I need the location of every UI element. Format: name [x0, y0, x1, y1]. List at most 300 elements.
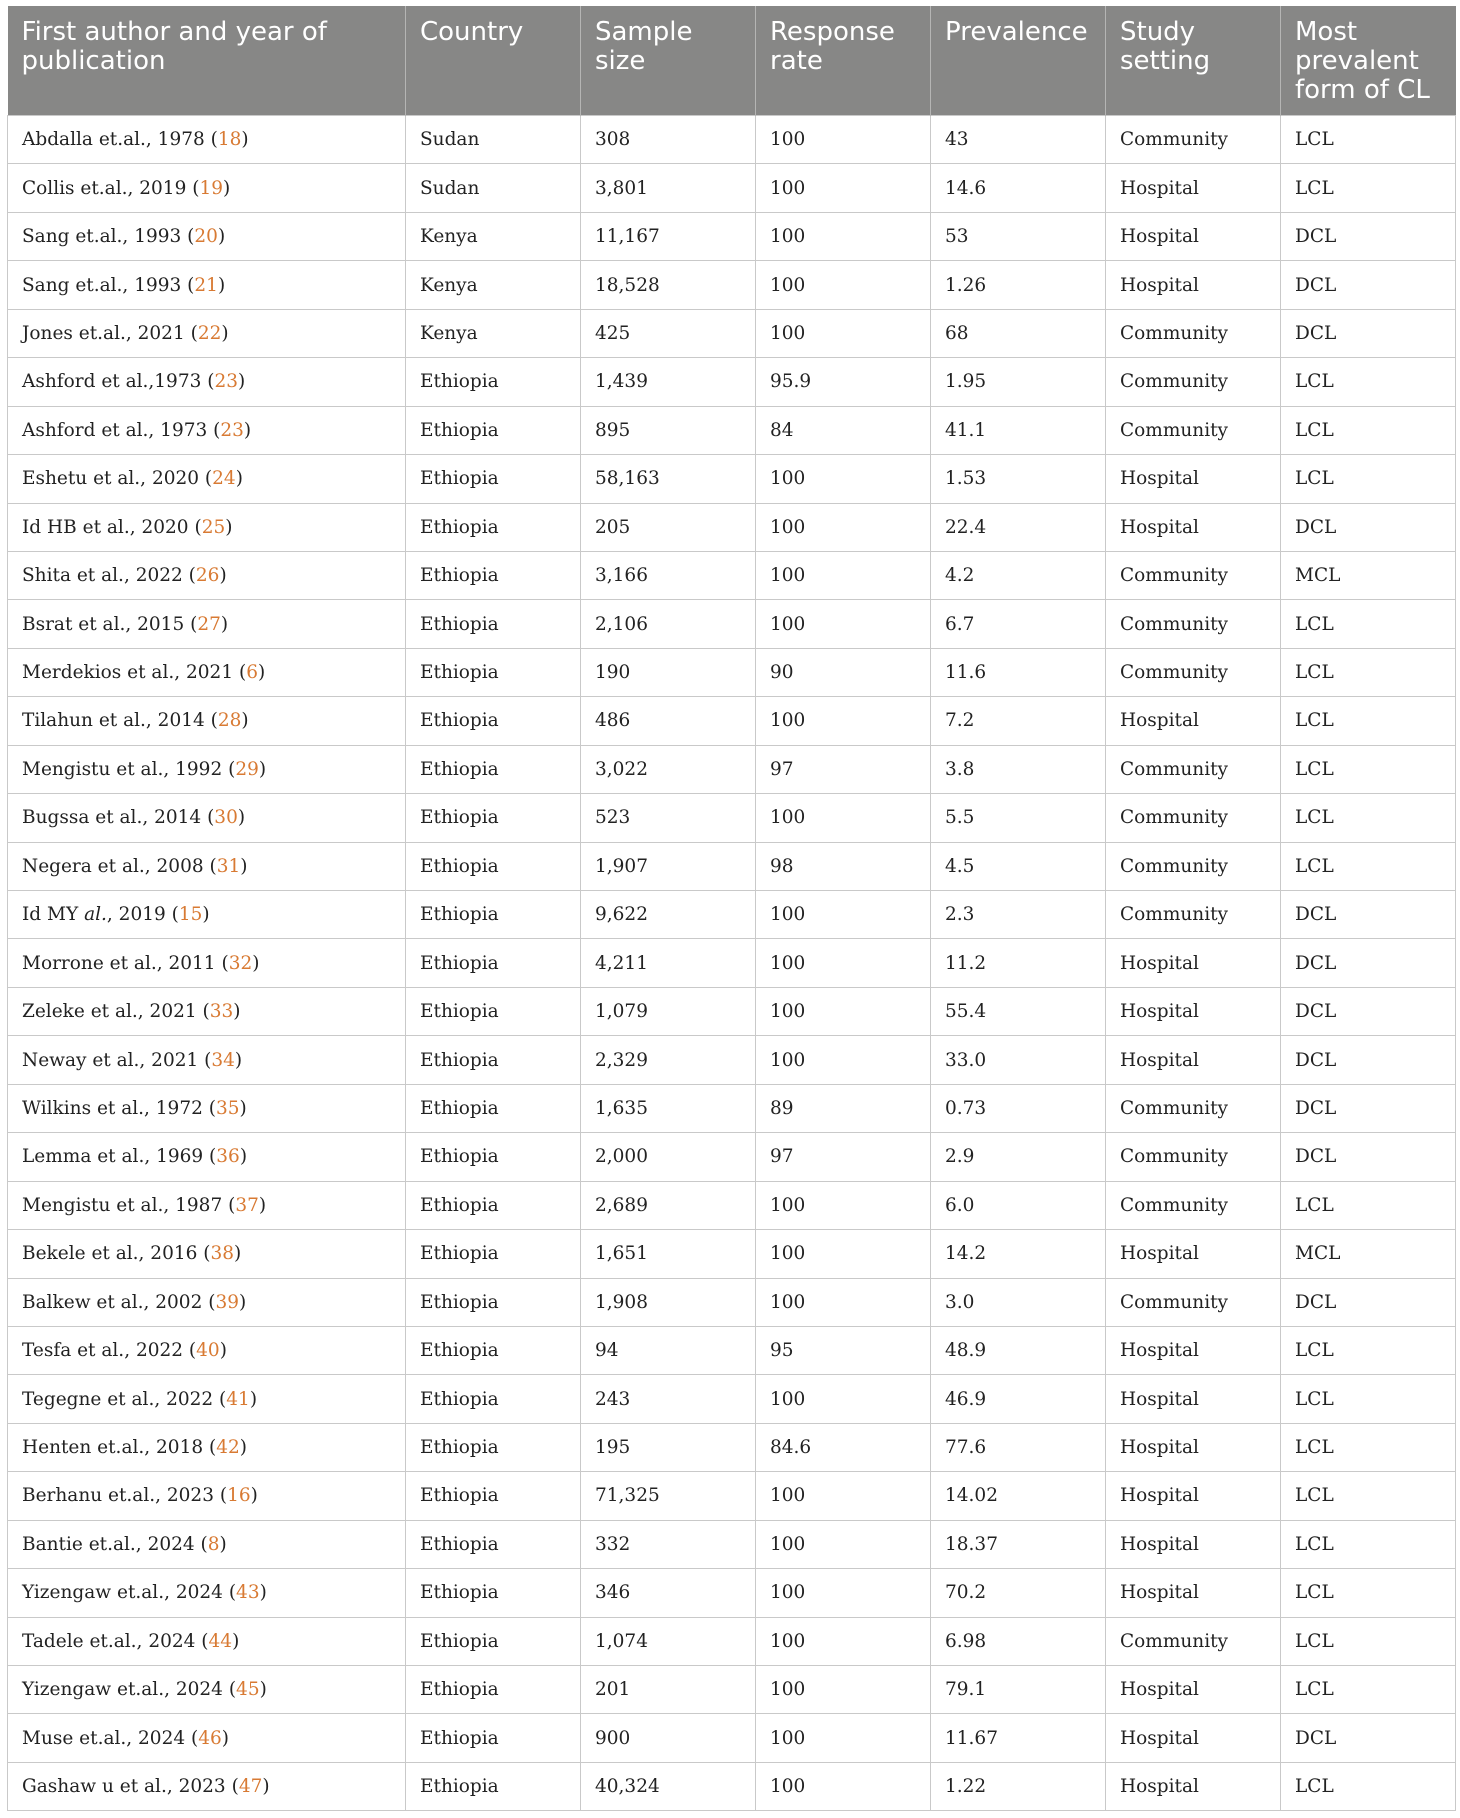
author-name: Bantie et.al., 2024 [22, 1533, 195, 1555]
cell-study-setting: Hospital [1106, 1666, 1281, 1714]
reference-link[interactable]: 23 [220, 419, 244, 441]
cell-response-rate: 100 [756, 503, 931, 551]
table-row [8, 1181, 1456, 1229]
cell-sample-size: 1,907 [581, 842, 756, 890]
cell-study-setting: Community [1106, 1617, 1281, 1665]
cell-sample-size: 3,022 [581, 745, 756, 793]
cell-country: Ethiopia [406, 1714, 581, 1762]
cell-country: Ethiopia [406, 1133, 581, 1181]
cell-study-setting: Hospital [1106, 455, 1281, 503]
cell-response-rate: 100 [756, 164, 931, 212]
cell-study-setting: Hospital [1106, 939, 1281, 987]
cell-response-rate: 84 [756, 406, 931, 454]
reference-link[interactable]: 19 [199, 177, 224, 199]
reference-link[interactable]: 23 [214, 371, 239, 393]
author-name: Tadele et.al., 2024 [22, 1630, 196, 1652]
cell-author: Id MY al., 2019 (15) [8, 891, 406, 939]
author-name: Morrone et al., 2011 [22, 952, 216, 974]
cell-sample-size: 900 [581, 1714, 756, 1762]
cell-author: Ashford et al.,1973 (23) [8, 358, 406, 406]
cell-sample-size: 308 [581, 116, 756, 164]
author-name: Sang et.al., 1993 [22, 226, 182, 248]
cell-study-setting: Hospital [1106, 1472, 1281, 1520]
cell-prevalence: 2.9 [931, 1133, 1106, 1181]
cell-cl-form: LCL [1281, 1326, 1456, 1374]
author-name: Berhanu et.al., 2023 [22, 1485, 214, 1507]
cell-cl-form: DCL [1281, 1036, 1456, 1084]
table-row [8, 1666, 1456, 1714]
cell-study-setting: Hospital [1106, 1375, 1281, 1423]
cell-country: Ethiopia [406, 1375, 581, 1423]
cell-cl-form: DCL [1281, 1714, 1456, 1762]
cell-author: Sang et.al., 1993 (20) [8, 212, 406, 260]
cell-country: Ethiopia [406, 648, 581, 696]
cell-cl-form: DCL [1281, 939, 1456, 987]
cell-author: Shita et al., 2022 (26) [8, 551, 406, 599]
cell-author: Abdalla et.al., 1978 (18) [8, 116, 406, 164]
cell-country: Kenya [406, 309, 581, 357]
table-row [8, 1520, 1456, 1568]
table-row [8, 1617, 1456, 1665]
cell-author: Neway et al., 2021 (34) [8, 1036, 406, 1084]
table-row [8, 891, 1456, 939]
author-name: Jones et.al., 2021 [22, 322, 185, 344]
cell-cl-form: DCL [1281, 891, 1456, 939]
cell-response-rate: 100 [756, 212, 931, 260]
cell-study-setting: Hospital [1106, 1326, 1281, 1374]
cell-sample-size: 40,324 [581, 1762, 756, 1810]
cell-response-rate: 97 [756, 745, 931, 793]
cell-response-rate: 100 [756, 987, 931, 1035]
studies-table [7, 6, 1456, 1811]
author-name: Yizengaw et.al., 2024 [22, 1582, 223, 1604]
cell-country: Kenya [406, 261, 581, 309]
cell-response-rate: 100 [756, 261, 931, 309]
table-row [8, 116, 1456, 164]
cell-author: Tilahun et al., 2014 (28) [8, 697, 406, 745]
cell-country: Ethiopia [406, 1036, 581, 1084]
cell-cl-form: DCL [1281, 1278, 1456, 1326]
reference-link[interactable]: 29 [235, 758, 259, 780]
table-row [8, 794, 1456, 842]
cell-cl-form: LCL [1281, 1666, 1456, 1714]
author-name-prefix: Id MY [22, 904, 85, 926]
cell-cl-form: DCL [1281, 987, 1456, 1035]
cell-cl-form: MCL [1281, 551, 1456, 599]
cell-study-setting: Community [1106, 600, 1281, 648]
cell-response-rate: 100 [756, 794, 931, 842]
cell-cl-form: LCL [1281, 648, 1456, 696]
cell-author: Eshetu et al., 2020 (24) [8, 455, 406, 503]
header-author: First author and year of publication [8, 6, 406, 116]
cell-response-rate: 100 [756, 1230, 931, 1278]
cell-study-setting: Hospital [1106, 987, 1281, 1035]
cell-country: Ethiopia [406, 1326, 581, 1374]
header-row [8, 6, 1456, 116]
header-prevalence: Prevalence [931, 6, 1106, 116]
table-row [8, 1423, 1456, 1471]
table-row [8, 1375, 1456, 1423]
header-response-rate: Response rate [756, 6, 931, 116]
reference-link[interactable]: 25 [201, 516, 226, 538]
cell-response-rate: 100 [756, 891, 931, 939]
cell-prevalence: 1.26 [931, 261, 1106, 309]
cell-sample-size: 486 [581, 697, 756, 745]
cell-author: Merdekios et al., 2021 (6) [8, 648, 406, 696]
cell-prevalence: 41.1 [931, 406, 1106, 454]
table-row [8, 1762, 1456, 1810]
table-row [8, 503, 1456, 551]
cell-sample-size: 1,079 [581, 987, 756, 1035]
cell-cl-form: DCL [1281, 212, 1456, 260]
cell-sample-size: 1,074 [581, 1617, 756, 1665]
cell-cl-form: LCL [1281, 1762, 1456, 1810]
cell-study-setting: Community [1106, 358, 1281, 406]
cell-study-setting: Hospital [1106, 1714, 1281, 1762]
cell-cl-form: LCL [1281, 1569, 1456, 1617]
cell-study-setting: Community [1106, 891, 1281, 939]
cell-study-setting: Community [1106, 745, 1281, 793]
reference-link[interactable]: 6 [246, 662, 258, 684]
reference-link[interactable]: 30 [214, 807, 238, 829]
cell-author: Zeleke et al., 2021 (33) [8, 987, 406, 1035]
reference-link[interactable]: 8 [207, 1533, 220, 1555]
cell-country: Ethiopia [406, 794, 581, 842]
cell-author: Tesfa et al., 2022 (40) [8, 1326, 406, 1374]
cell-sample-size: 205 [581, 503, 756, 551]
author-name: Wilkins et al., 1972 [22, 1097, 203, 1119]
cell-prevalence: 2.3 [931, 891, 1106, 939]
cell-cl-form: LCL [1281, 794, 1456, 842]
cell-author: Bugssa et al., 2014 (30) [8, 794, 406, 842]
cell-response-rate: 100 [756, 1666, 931, 1714]
cell-study-setting: Hospital [1106, 164, 1281, 212]
table-row [8, 600, 1456, 648]
cell-response-rate: 100 [756, 309, 931, 357]
author-name: Collis et.al., 2019 [22, 177, 187, 199]
reference-link[interactable]: 24 [212, 468, 236, 490]
cell-cl-form: LCL [1281, 1375, 1456, 1423]
table-header [8, 6, 1456, 116]
author-name: Merdekios et al., 2021 [22, 662, 234, 684]
cell-study-setting: Hospital [1106, 1569, 1281, 1617]
cell-sample-size: 201 [581, 1666, 756, 1714]
cell-response-rate: 100 [756, 1762, 931, 1810]
reference-link[interactable]: 31 [216, 855, 241, 877]
cell-author: Wilkins et al., 1972 (35) [8, 1084, 406, 1132]
cell-prevalence: 11.6 [931, 648, 1106, 696]
reference-link[interactable]: 27 [197, 613, 221, 635]
cell-study-setting: Community [1106, 1278, 1281, 1326]
cell-author: Berhanu et.al., 2023 (16) [8, 1472, 406, 1520]
cell-cl-form: LCL [1281, 600, 1456, 648]
table-body [8, 116, 1456, 1811]
cell-prevalence: 14.2 [931, 1230, 1106, 1278]
cell-cl-form: LCL [1281, 455, 1456, 503]
cell-study-setting: Hospital [1106, 1423, 1281, 1471]
cell-study-setting: Hospital [1106, 212, 1281, 260]
cell-cl-form: LCL [1281, 1423, 1456, 1471]
reference-link[interactable]: 15 [178, 904, 203, 926]
author-name: Tegegne et al., 2022 [22, 1388, 214, 1410]
cell-sample-size: 1,439 [581, 358, 756, 406]
table-row [8, 1230, 1456, 1278]
cell-study-setting: Community [1106, 1133, 1281, 1181]
reference-link[interactable]: 21 [194, 274, 218, 296]
cell-response-rate: 100 [756, 1036, 931, 1084]
author-name: Abdalla et.al., 1978 [22, 129, 205, 151]
cell-author: Gashaw u et al., 2023 (47) [8, 1762, 406, 1810]
author-name: Ashford et al., 1973 [22, 419, 208, 441]
reference-link[interactable]: 22 [197, 322, 222, 344]
cell-country: Ethiopia [406, 891, 581, 939]
reference-link[interactable]: 26 [195, 565, 220, 587]
reference-link[interactable]: 40 [196, 1340, 220, 1362]
author-name: Muse et.al., 2024 [22, 1727, 186, 1749]
reference-link[interactable]: 43 [236, 1582, 260, 1604]
cell-prevalence: 43 [931, 116, 1106, 164]
table-row [8, 551, 1456, 599]
cell-author: Tadele et.al., 2024 (44) [8, 1617, 406, 1665]
study-table-container [7, 6, 1455, 1811]
cell-author: Mengistu et al., 1992 (29) [8, 745, 406, 793]
reference-link[interactable]: 46 [198, 1727, 222, 1749]
cell-prevalence: 22.4 [931, 503, 1106, 551]
cell-prevalence: 0.73 [931, 1084, 1106, 1132]
cell-country: Ethiopia [406, 455, 581, 503]
cell-study-setting: Community [1106, 116, 1281, 164]
table-row [8, 1569, 1456, 1617]
cell-prevalence: 6.0 [931, 1181, 1106, 1229]
author-name: Ashford et al.,1973 [22, 371, 202, 393]
cell-sample-size: 243 [581, 1375, 756, 1423]
author-name-italic: al. [84, 904, 107, 926]
cell-cl-form: DCL [1281, 1084, 1456, 1132]
cell-sample-size: 1,908 [581, 1278, 756, 1326]
reference-link[interactable]: 44 [208, 1630, 233, 1652]
author-name: Lemma et al., 1969 [22, 1146, 204, 1168]
cell-country: Ethiopia [406, 939, 581, 987]
cell-sample-size: 3,801 [581, 164, 756, 212]
table-row [8, 406, 1456, 454]
header-cl-form: Most prevalent form of CL [1281, 6, 1456, 116]
cell-response-rate: 100 [756, 1181, 931, 1229]
cell-cl-form: DCL [1281, 309, 1456, 357]
cell-sample-size: 1,635 [581, 1084, 756, 1132]
cell-sample-size: 94 [581, 1326, 756, 1374]
cell-study-setting: Community [1106, 842, 1281, 890]
author-name: Negera et al., 2008 [22, 855, 204, 877]
reference-link[interactable]: 16 [227, 1485, 251, 1507]
author-name-suffix: , 2019 [106, 904, 166, 926]
cell-sample-size: 3,166 [581, 551, 756, 599]
cell-study-setting: Hospital [1106, 1762, 1281, 1810]
cell-study-setting: Hospital [1106, 697, 1281, 745]
author-name: Balkew et al., 2002 [22, 1291, 203, 1313]
cell-author: Muse et.al., 2024 (46) [8, 1714, 406, 1762]
author-name: Eshetu et al., 2020 [22, 468, 200, 490]
cell-response-rate: 100 [756, 1278, 931, 1326]
cell-response-rate: 97 [756, 1133, 931, 1181]
cell-country: Ethiopia [406, 406, 581, 454]
cell-prevalence: 3.8 [931, 745, 1106, 793]
reference-link[interactable]: 18 [217, 129, 242, 151]
cell-study-setting: Community [1106, 551, 1281, 599]
cell-country: Sudan [406, 164, 581, 212]
cell-author: Henten et.al., 2018 (42) [8, 1423, 406, 1471]
cell-response-rate: 89 [756, 1084, 931, 1132]
cell-prevalence: 11.2 [931, 939, 1106, 987]
cell-response-rate: 100 [756, 1569, 931, 1617]
table-row [8, 1133, 1456, 1181]
cell-response-rate: 100 [756, 697, 931, 745]
cell-country: Ethiopia [406, 987, 581, 1035]
cell-country: Ethiopia [406, 1617, 581, 1665]
table-row [8, 212, 1456, 260]
cell-response-rate: 100 [756, 116, 931, 164]
cell-sample-size: 425 [581, 309, 756, 357]
cell-country: Ethiopia [406, 358, 581, 406]
cell-prevalence: 11.67 [931, 1714, 1106, 1762]
reference-link[interactable]: 28 [217, 710, 242, 732]
cell-country: Ethiopia [406, 1666, 581, 1714]
cell-cl-form: LCL [1281, 1617, 1456, 1665]
cell-sample-size: 523 [581, 794, 756, 842]
cell-cl-form: DCL [1281, 503, 1456, 551]
cell-prevalence: 14.6 [931, 164, 1106, 212]
reference-link[interactable]: 33 [209, 1001, 234, 1023]
cell-cl-form: DCL [1281, 1133, 1456, 1181]
author-name: Neway et al., 2021 [22, 1049, 199, 1071]
cell-country: Ethiopia [406, 1762, 581, 1810]
cell-country: Ethiopia [406, 1423, 581, 1471]
table-row [8, 1326, 1456, 1374]
cell-country: Ethiopia [406, 1181, 581, 1229]
cell-sample-size: 9,622 [581, 891, 756, 939]
table-row [8, 745, 1456, 793]
cell-cl-form: LCL [1281, 1181, 1456, 1229]
reference-link[interactable]: 42 [216, 1437, 240, 1459]
cell-author: Yizengaw et.al., 2024 (45) [8, 1666, 406, 1714]
author-name: Shita et al., 2022 [22, 565, 183, 587]
cell-response-rate: 100 [756, 1714, 931, 1762]
author-name: Id HB et al., 2020 [22, 516, 189, 538]
cell-prevalence: 79.1 [931, 1666, 1106, 1714]
cell-prevalence: 1.22 [931, 1762, 1106, 1810]
cell-author: Bekele et al., 2016 (38) [8, 1230, 406, 1278]
table-row [8, 697, 1456, 745]
cell-author: Lemma et al., 1969 (36) [8, 1133, 406, 1181]
cell-response-rate: 100 [756, 939, 931, 987]
cell-cl-form: LCL [1281, 116, 1456, 164]
cell-study-setting: Community [1106, 406, 1281, 454]
cell-author: Mengistu et al., 1987 (37) [8, 1181, 406, 1229]
cell-country: Kenya [406, 212, 581, 260]
cell-response-rate: 100 [756, 455, 931, 503]
reference-link[interactable]: 36 [216, 1146, 240, 1168]
cell-author: Jones et.al., 2021 (22) [8, 309, 406, 357]
cell-author: Collis et.al., 2019 (19) [8, 164, 406, 212]
table-row [8, 309, 1456, 357]
cell-prevalence: 6.7 [931, 600, 1106, 648]
cell-sample-size: 58,163 [581, 455, 756, 503]
cell-country: Ethiopia [406, 745, 581, 793]
cell-response-rate: 95 [756, 1326, 931, 1374]
author-name: Bsrat et al., 2015 [22, 613, 185, 635]
reference-link[interactable]: 34 [211, 1049, 235, 1071]
cell-sample-size: 195 [581, 1423, 756, 1471]
cell-country: Ethiopia [406, 842, 581, 890]
cell-author: Bsrat et al., 2015 (27) [8, 600, 406, 648]
reference-link[interactable]: 41 [226, 1388, 250, 1410]
cell-study-setting: Hospital [1106, 1520, 1281, 1568]
table-row [8, 455, 1456, 503]
cell-response-rate: 84.6 [756, 1423, 931, 1471]
cell-study-setting: Community [1106, 309, 1281, 357]
reference-link[interactable]: 37 [235, 1194, 259, 1216]
cell-response-rate: 90 [756, 648, 931, 696]
reference-link[interactable]: 45 [236, 1679, 260, 1701]
table-row [8, 261, 1456, 309]
cell-study-setting: Hospital [1106, 503, 1281, 551]
cell-sample-size: 190 [581, 648, 756, 696]
table-row [8, 648, 1456, 696]
cell-prevalence: 3.0 [931, 1278, 1106, 1326]
cell-sample-size: 2,329 [581, 1036, 756, 1084]
cell-country: Ethiopia [406, 697, 581, 745]
cell-study-setting: Community [1106, 1181, 1281, 1229]
cell-cl-form: LCL [1281, 697, 1456, 745]
cell-country: Ethiopia [406, 1520, 581, 1568]
cell-prevalence: 68 [931, 309, 1106, 357]
cell-sample-size: 2,689 [581, 1181, 756, 1229]
reference-link[interactable]: 20 [194, 226, 218, 248]
cell-cl-form: LCL [1281, 1472, 1456, 1520]
reference-link[interactable]: 39 [215, 1291, 240, 1313]
cell-cl-form: LCL [1281, 1520, 1456, 1568]
cell-prevalence: 18.37 [931, 1520, 1106, 1568]
cell-sample-size: 4,211 [581, 939, 756, 987]
table-row [8, 1084, 1456, 1132]
author-name: Gashaw u et al., 2023 [22, 1776, 226, 1798]
cell-response-rate: 100 [756, 1375, 931, 1423]
cell-prevalence: 14.02 [931, 1472, 1106, 1520]
author-name: Tesfa et al., 2022 [22, 1340, 184, 1362]
cell-prevalence: 77.6 [931, 1423, 1106, 1471]
cell-author: Negera et al., 2008 (31) [8, 842, 406, 890]
author-name: Zeleke et al., 2021 [22, 1001, 197, 1023]
cell-prevalence: 6.98 [931, 1617, 1106, 1665]
cell-cl-form: MCL [1281, 1230, 1456, 1278]
reference-link[interactable]: 38 [210, 1243, 235, 1265]
reference-link[interactable]: 32 [228, 952, 253, 974]
author-name: Sang et.al., 1993 [22, 274, 182, 296]
author-name: Bugssa et al., 2014 [22, 807, 202, 829]
cell-country: Ethiopia [406, 503, 581, 551]
cell-author: Sang et.al., 1993 (21) [8, 261, 406, 309]
cell-prevalence: 4.5 [931, 842, 1106, 890]
cell-response-rate: 95.9 [756, 358, 931, 406]
cell-cl-form: DCL [1281, 261, 1456, 309]
reference-link[interactable]: 35 [215, 1097, 240, 1119]
cell-prevalence: 7.2 [931, 697, 1106, 745]
cell-sample-size: 332 [581, 1520, 756, 1568]
cell-study-setting: Hospital [1106, 261, 1281, 309]
header-country: Country [406, 6, 581, 116]
reference-link[interactable]: 47 [238, 1776, 263, 1798]
cell-response-rate: 98 [756, 842, 931, 890]
cell-prevalence: 46.9 [931, 1375, 1106, 1423]
